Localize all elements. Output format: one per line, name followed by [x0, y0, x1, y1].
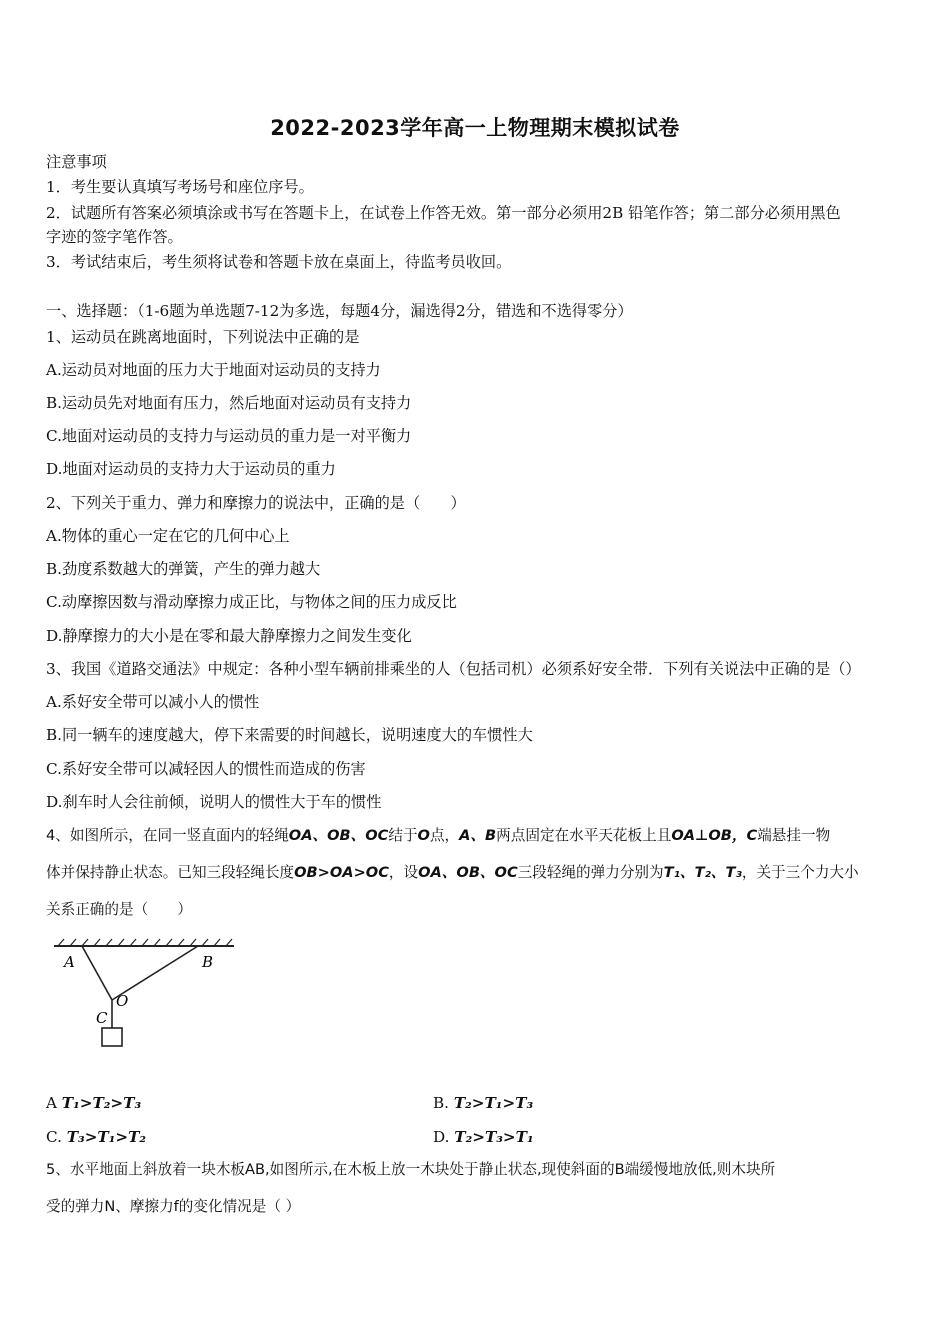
- question-4-option-a: A T₁>T₂>T₃: [46, 1094, 142, 1112]
- question-1-option-a: A.运动员对地面的压力大于地面对运动员的支持力: [46, 361, 381, 379]
- rope-diagram: [50, 932, 240, 1052]
- hanging-block: [102, 1028, 122, 1046]
- label-o: O: [116, 992, 129, 1010]
- question-3-option-b: B.同一辆车的速度越大，停下来需要的时间越长，说明速度大的车惯性大: [46, 726, 533, 744]
- question-5-stem-line-1: 5、水平地面上斜放着一块木板AB,如图所示,在木板上放一木块处于静止状态,现使斜面的B端缓慢地放低,则木块所: [46, 1161, 776, 1178]
- label-b: B: [202, 953, 214, 971]
- question-4-stem-line-1: 4、如图所示，在同一竖直面内的轻绳OA、OB、OC结于O点，A、B两点固定在水平天花板上且OA⊥OB，C端悬挂一物: [46, 827, 831, 844]
- notice-item-3: 3．考试结束后，考生须将试卷和答题卡放在桌面上，待监考员收回。: [46, 253, 512, 271]
- question-4-option-d: D. T₂>T₃>T₁: [433, 1128, 534, 1146]
- page-title: 2022-2023学年高一上物理期末模拟试卷: [270, 116, 680, 140]
- question-5-stem-line-2: 受的弹力N、摩擦力f的变化情况是（ ）: [46, 1198, 301, 1215]
- rope-oa: [82, 946, 112, 1000]
- question-1-stem: 1、运动员在跳离地面时，下列说法中正确的是: [46, 328, 360, 346]
- question-1-option-d: D.地面对运动员的支持力大于运动员的重力: [46, 460, 336, 478]
- notice-item-1: 1．考生要认真填写考场号和座位序号。: [46, 178, 314, 196]
- notice-heading: 注意事项: [46, 153, 107, 171]
- notice-item-2-cont: 字迹的签字笔作答。: [46, 228, 183, 246]
- question-2-option-d: D.静摩擦力的大小是在零和最大静摩擦力之间发生变化: [46, 627, 412, 645]
- question-3-option-a: A.系好安全带可以减小人的惯性: [46, 693, 260, 711]
- section-heading: 一、选择题：（1-6题为单选题7-12为多选，每题4分，漏选得2分，错选和不选得零分）: [46, 302, 633, 320]
- question-3-stem: 3、我国《道路交通法》中规定：各种小型车辆前排乘坐的人（包括司机）必须系好安全带．下列有关说法中正确的是（）: [46, 660, 861, 678]
- question-1-option-b: B.运动员先对地面有压力，然后地面对运动员有支持力: [46, 394, 412, 412]
- question-2-option-c: C.动摩擦因数与滑动摩擦力成正比，与物体之间的压力成反比: [46, 593, 457, 611]
- question-4-option-c: C. T₃>T₁>T₂: [46, 1128, 147, 1146]
- label-a: A: [64, 953, 75, 971]
- question-4-option-b: B. T₂>T₁>T₃: [433, 1094, 534, 1112]
- notice-item-2: 2．试题所有答案必须填涂或书写在答题卡上，在试卷上作答无效。第一部分必须用2B 铅笔作答；第二部分必须用黑色: [46, 204, 841, 222]
- ceiling-hatch: [58, 939, 232, 946]
- question-3-option-c: C.系好安全带可以减轻因人的惯性而造成的伤害: [46, 760, 366, 778]
- label-c: C: [96, 1009, 108, 1027]
- question-2-option-a: A.物体的重心一定在它的几何中心上: [46, 527, 290, 545]
- question-4-stem-line-2: 体并保持静止状态。已知三段轻绳长度OB>OA>OC，设OA、OB、OC三段轻绳的弹力分别为T₁、T₂、T₃，关于三个力大小: [46, 864, 859, 881]
- question-3-option-d: D.刹车时人会往前倾，说明人的惯性大于车的惯性: [46, 793, 382, 811]
- question-1-option-c: C.地面对运动员的支持力与运动员的重力是一对平衡力: [46, 427, 412, 445]
- question-2-option-b: B.劲度系数越大的弹簧，产生的弹力越大: [46, 560, 321, 578]
- question-2-stem: 2、下列关于重力、弹力和摩擦力的说法中，正确的是（ ）: [46, 494, 466, 512]
- question-4-stem-line-3: 关系正确的是（ ）: [46, 901, 192, 918]
